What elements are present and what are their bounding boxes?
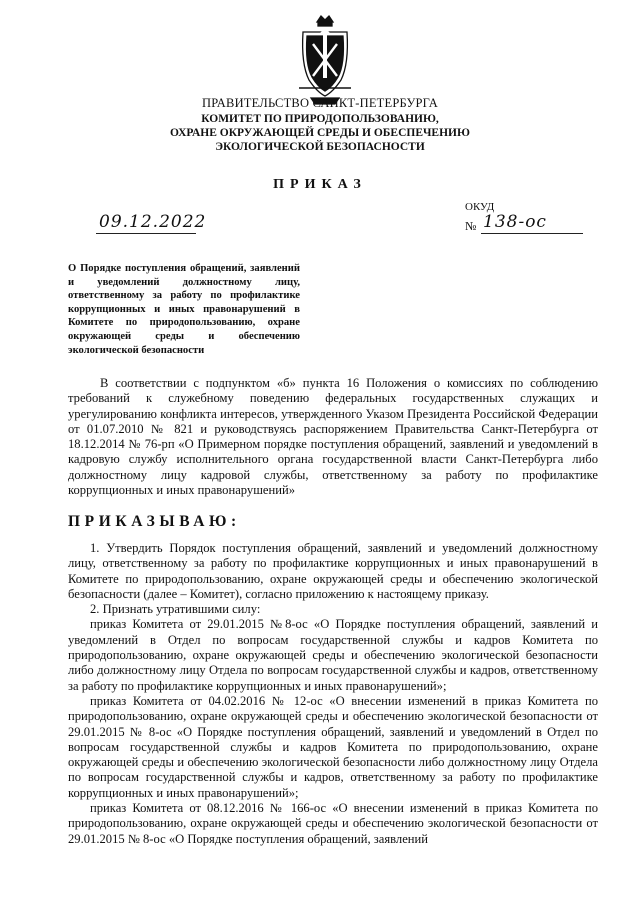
date-underline bbox=[96, 233, 196, 234]
government-name: ПРАВИТЕЛЬСТВО САНКТ-ПЕТЕРБУРГА bbox=[202, 96, 438, 110]
number-underline bbox=[481, 233, 583, 234]
order-paragraph: 1. Утвердить Порядок поступления обращений, заявлений и уведомлений должностному лицу, ответственному за работу по профилактике коррупционных и иных правонарушений в Комитете по природопользованию, охране окружающей среды и обеспечению экологической безопасности (далее – Комитет), согласно приложению к настоящему приказу. bbox=[68, 541, 598, 601]
order-paragraph: приказ Комитета от 29.01.2015 №8-ос «О Порядке поступления обращений, заявлений и уведомлений в Отдел по вопросам государственной службы и кадров Комитета по природопользованию, охране окружающей среды и обеспечению экологической безопасности либо должностному лицу Отдела по вопросам государственной службы и кадров, ответственному за работу по профилактике коррупционных и иных правонарушений»; bbox=[68, 617, 598, 693]
number-sign: № bbox=[465, 219, 477, 233]
committee-line: ЭКОЛОГИЧЕСКОЙ БЕЗОПАСНОСТИ bbox=[215, 141, 425, 153]
order-paragraph: 2. Признать утратившими силу: bbox=[90, 602, 261, 617]
okud-label: ОКУД bbox=[465, 201, 495, 213]
order-heading: ПРИКАЗЫВАЮ: bbox=[68, 513, 241, 530]
document-type: ПРИКАЗ bbox=[273, 177, 367, 192]
document-date: 09.12.2022 bbox=[99, 212, 207, 232]
committee-line: ОХРАНЕ ОКРУЖАЮЩЕЙ СРЕДЫ И ОБЕСПЕЧЕНИЮ bbox=[170, 127, 470, 139]
order-paragraph: приказ Комитета от 04.02.2016 № 12-ос «О внесении изменений в приказ Комитета по природопользованию, охране окружающей среды и обеспечению экологической безопасности от 29.01.2015 № 8-ос «О Порядке поступления обращений, заявлений и уведомлений в Отдел по вопросам государственной службы и кадров Комитета по природопользованию, охране окружающей среды и обеспечению экологической безопасности либо должностному лицу Отдела по вопросам государственной службы и кадров, ответственному за работу по профилактике коррупционных и иных правонарушений»; bbox=[68, 693, 598, 800]
order-body bbox=[68, 541, 598, 847]
order-paragraph: приказ Комитета от 08.12.2016 № 166-ос «О внесении изменений в приказ Комитета по природопользованию, охране окружающей среды и обеспечению экологической безопасности от 29.01.2015 № 8-ос «О Порядке поступления обращений, заявлений bbox=[68, 801, 598, 846]
committee-name bbox=[0, 112, 640, 154]
preamble-paragraph: В соответствии с подпунктом «б» пункта 16 Положения о комиссиях по соблюдению требований к служебному поведению федеральных государственных служащих и урегулированию конфликта интересов, утвержденного Указом Президента Российской Федерации от 01.07.2010 № 821 и руководствуясь распоряжением Правительства Санкт-Петербурга от 18.12.2014 № 76-рп «О Примерном порядке поступления обращений, заявлений и уведомлений в кадровую службу исполнительного органа государственной власти Санкт-Петербурга либо должностному лицу кадровой службы, ответственному за работу по профилактике коррупционных и иных правонарушений» bbox=[68, 376, 598, 498]
document-title: О Порядке поступления обращений, заявлений и уведомлений должностному лицу, ответственному за работу по профилактике коррупционных и иных правонарушений в Комитете по природопользованию, охране окружающей среды и обеспечению экологической безопасности bbox=[68, 263, 300, 356]
committee-line: КОМИТЕТ ПО ПРИРОДОПОЛЬЗОВАНИЮ, bbox=[201, 113, 439, 125]
coat-of-arms-icon bbox=[297, 14, 353, 106]
document-number: 138-ос bbox=[483, 212, 547, 232]
